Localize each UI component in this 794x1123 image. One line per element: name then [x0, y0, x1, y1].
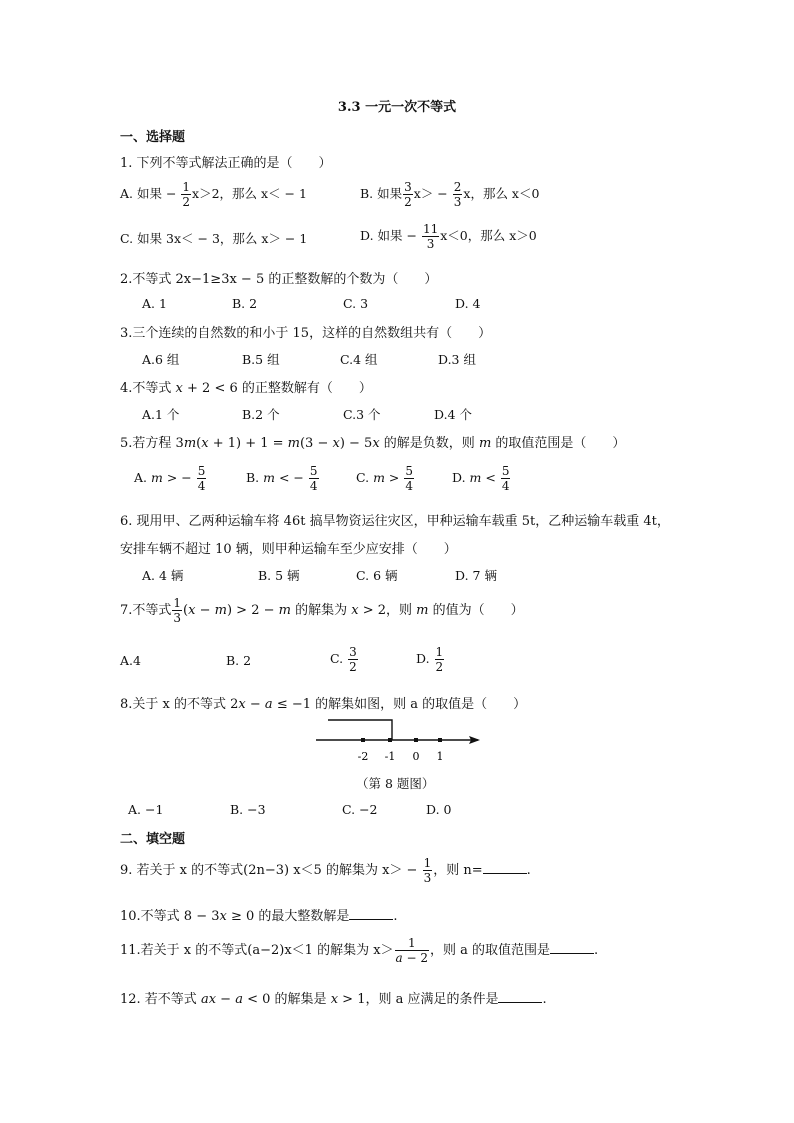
q4-option-a: A.1 个 [142, 407, 180, 422]
answer-blank[interactable] [483, 862, 527, 874]
tick-mark [388, 738, 392, 742]
q8-option-c: C. −2 [342, 802, 378, 817]
q3-option-a: A.6 组 [142, 352, 180, 367]
q1-option-a: A. 如果 − $\frac{1}{2}$ x＞2，那么 x＜ − 1 [120, 180, 307, 209]
q1-option-c: C. 如果 3x＜ − 3，那么 x＞ − 1 [120, 231, 308, 246]
q3-option-b: B.5 组 [242, 352, 280, 367]
q5-option-d: D. m < $\frac{5}{4}$ [452, 464, 510, 493]
answer-blank[interactable] [550, 942, 594, 954]
question-6-line1: 6. 现用甲、乙两种运输车将 46t 搞旱物资运往灾区，甲种运输车载重 5t，乙种运输车载重 4t， [120, 514, 670, 529]
question-10: 10.不等式 8 − 3x ≥ 0 的最大整数解是 . [120, 909, 398, 924]
solution-set-bracket [328, 720, 392, 740]
q4-option-c: C.3 个 [343, 407, 381, 422]
question-4-stem: 4.不等式 x + 2 < 6 的正整数解有（ ） [120, 381, 372, 396]
q5-option-c: C. m > $\frac{5}{4}$ [356, 464, 413, 493]
page-title: 3.3 一元一次不等式 [337, 100, 457, 115]
question-3-stem: 3.三个连续的自然数的和小于 15，这样的自然数组共有（ ） [120, 326, 492, 341]
q4-option-d: D.4 个 [434, 407, 472, 422]
tick-mark [414, 738, 418, 742]
q2-option-c: C. 3 [343, 296, 369, 311]
question-2-stem: 2.不等式 2x−1≥3x − 5 的正整数解的个数为（ ） [120, 272, 438, 287]
q3-option-c: C.4 组 [340, 352, 378, 367]
question-9: 9. 若关于 x 的不等式(2n−3) x＜5 的解集为 x＞ − $\frac{1}{3}$ ，则 n= . [120, 856, 531, 885]
q7-option-a: A.4 [120, 653, 141, 668]
question-8-stem: 8.关于 x 的不等式 2x − a ≤ −1 的解集如图，则 a 的取值是（ ） [120, 697, 527, 712]
tick-mark [361, 738, 365, 742]
q3-option-d: D.3 组 [438, 352, 476, 367]
tick-label: -2 [357, 750, 369, 763]
q5-option-a: A. m > − $\frac{5}{4}$ [134, 464, 206, 493]
q7-option-d: D. $\frac{1}{2}$ [416, 645, 444, 674]
q2-option-a: A. 1 [142, 296, 167, 311]
question-7-stem: 7.不等式 $\frac{1}{3}$ (x − m) > 2 − m 的解集为 x > 2，则 m 的值为（ ） [120, 596, 524, 625]
q5-option-b: B. m < − $\frac{5}{4}$ [246, 464, 318, 493]
section-heading-choice: 一、选择题 [120, 130, 186, 145]
answer-blank[interactable] [349, 908, 393, 920]
tick-mark [438, 738, 442, 742]
q8-option-d: D. 0 [426, 802, 452, 817]
q1-option-b: B. 如果 $\frac{3}{2}$ x＞ − $\frac{2}{3}$ x，那么 x＜0 [360, 180, 540, 209]
tick-label: -1 [384, 750, 396, 763]
q1-option-d: D. 如果 − $\frac{11}{3}$ x＜0，那么 x＞0 [360, 222, 537, 251]
question-12: 12. 若不等式 ax − a < 0 的解集是 x > 1，则 a 应满足的条件是 . [120, 992, 547, 1007]
question-1-stem: 1. 下列不等式解法正确的是（ ） [120, 156, 332, 171]
section-heading-fill: 二、填空题 [120, 832, 186, 847]
q8-option-b: B. −3 [230, 802, 266, 817]
q2-option-d: D. 4 [455, 296, 481, 311]
q7-option-c: C. $\frac{3}{2}$ [330, 645, 357, 674]
q6-option-b: B. 5 辆 [258, 568, 300, 583]
q2-option-b: B. 2 [232, 296, 258, 311]
q7-option-b: B. 2 [226, 653, 252, 668]
tick-label: 0 [412, 750, 420, 763]
tick-label: 1 [436, 750, 444, 763]
question-5-stem: 5.若方程 3m(x + 1) + 1 = m(3 − x) − 5x 的解是负数，则 m 的取值范围是（ ） [120, 436, 626, 451]
q6-option-a: A. 4 辆 [142, 568, 184, 583]
number-line-figure [310, 716, 490, 768]
figure-caption: （第 8 题图） [356, 776, 435, 791]
answer-blank[interactable] [498, 991, 542, 1003]
question-6-line2: 安排车辆不超过 10 辆，则甲种运输车至少应安排（ ） [120, 542, 457, 557]
q6-option-d: D. 7 辆 [455, 568, 497, 583]
q4-option-b: B.2 个 [242, 407, 280, 422]
q8-option-a: A. −1 [128, 802, 164, 817]
question-11: 11.若关于 x 的不等式(a−2)x＜1 的解集为 x＞ $\frac{1}{a - 2}$ ，则 a 的取值范围是 . [120, 936, 599, 965]
q6-option-c: C. 6 辆 [356, 568, 398, 583]
